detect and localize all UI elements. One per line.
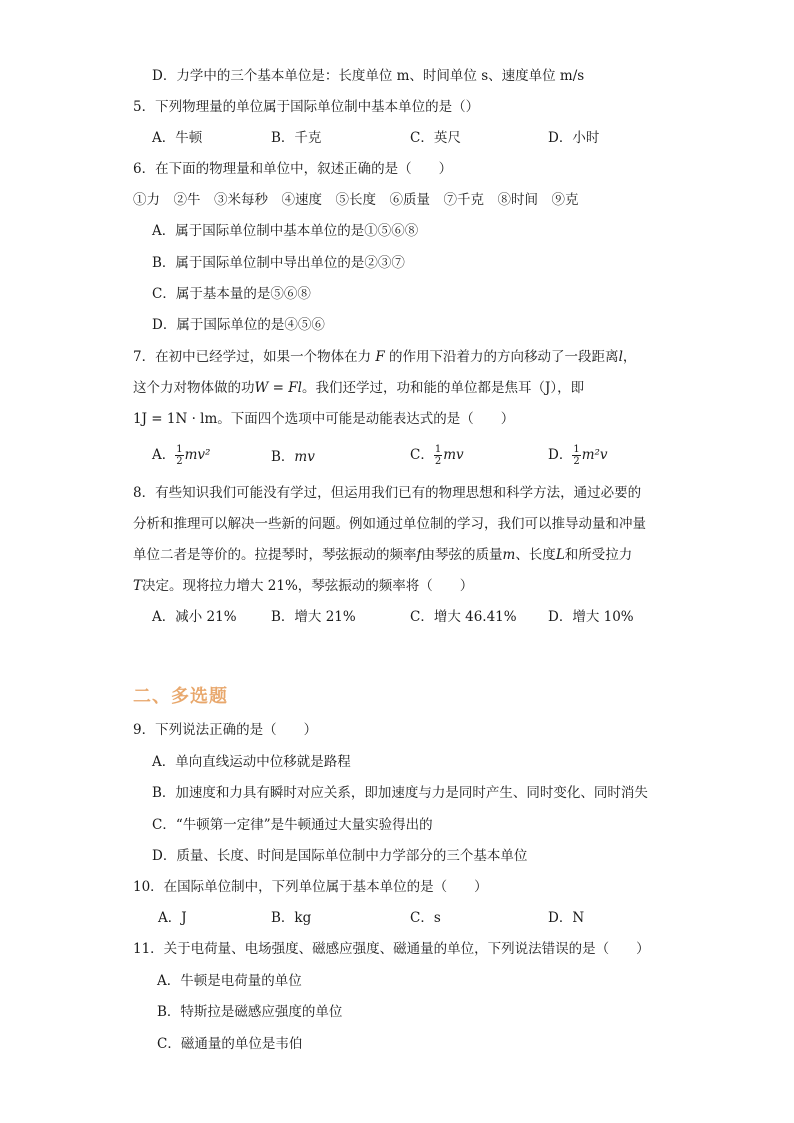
q8-var-f: f	[416, 547, 422, 563]
q9-option-c: C．“牛顿第一定律”是牛顿通过大量实验得出的	[152, 817, 433, 833]
q7-text-2a: 这个力对物体做的功	[133, 380, 255, 396]
q7-option-b	[271, 447, 315, 467]
q9-option-d: D．质量、长度、时间是国际单位制中力学部分的三个基本单位	[152, 848, 528, 864]
q8-var-t: T	[133, 578, 143, 594]
q8-text-3d: 和所受拉力	[564, 547, 633, 563]
q5-option-a: A．牛顿	[152, 130, 203, 146]
q8-text-3b: 由琴弦的质量	[421, 547, 503, 563]
q10-stem: 10．在国际单位制中，下列单位属于基本单位的是（ ）	[133, 879, 488, 895]
q8-var-l: L	[555, 547, 565, 563]
fraction-numerator: 1	[573, 444, 580, 455]
q5-option-c: C．英尺	[410, 130, 461, 146]
fraction-denominator: 2	[434, 456, 442, 467]
fraction-numerator: 1	[176, 444, 183, 455]
q10-option-b: B．kg	[271, 910, 312, 926]
q6-stem: 6．在下面的物理量和单位中，叙述正确的是（ ）	[133, 161, 453, 177]
q8-var-m: m	[502, 547, 516, 563]
q7-option-b-label: B．	[271, 449, 295, 465]
q8-line-2: 分析和推理可以解决一些新的问题。例如通过单位制的学习，我们可以推导动量和冲量	[133, 516, 646, 532]
q8-option-b: B．增大 21%	[271, 609, 356, 625]
q5-option-d: D．小时	[548, 130, 600, 146]
q6-option-b: B．属于国际单位制中导出单位的是②③⑦	[152, 255, 405, 271]
q7-option-a-label: A．	[152, 447, 176, 463]
fraction	[434, 444, 442, 467]
q7-option-c-expr: mv	[443, 447, 464, 463]
q7-option-d-expr: m²v	[581, 447, 608, 463]
q7-formula-j: 1J = 1N · lm	[133, 411, 218, 427]
q5-option-b: B．千克	[271, 130, 322, 146]
q6-option-a: A．属于国际单位制中基本单位的是①⑤⑥⑧	[152, 223, 419, 239]
q7-option-c-label: C．	[410, 447, 434, 463]
q9-stem: 9．下列说法正确的是（ ）	[133, 722, 318, 738]
q7-line-1	[133, 347, 636, 367]
q7-line-2	[133, 378, 584, 398]
q7-option-a-expr: mv²	[184, 447, 211, 463]
q11-option-c: C．磁通量的单位是韦伯	[157, 1036, 303, 1052]
fraction-denominator: 2	[176, 456, 183, 467]
q7-var-l: l	[618, 349, 623, 365]
q11-stem: 11．关于电荷量、电场强度、磁感应强度、磁通量的单位，下列说法错误的是（ ）	[133, 941, 650, 957]
fraction-numerator: 1	[434, 444, 442, 455]
q4-option-d: D．力学中的三个基本单位是：长度单位 m、时间单位 s、速度单位 m/s	[152, 68, 585, 84]
q9-option-b: B．加速度和力具有瞬时对应关系，即加速度与力是同时产生、同时变化、同时消失	[152, 785, 648, 801]
q6-option-d: D．属于国际单位的是④⑤⑥	[152, 317, 325, 333]
fraction	[175, 444, 183, 467]
q7-var-f: F	[375, 349, 385, 365]
q8-option-a: A．减小 21%	[152, 609, 237, 625]
q7-text-1b: 的作用下沿着力的方向移动了一段距离	[384, 349, 619, 365]
q8-text-3a: 单位二者是等价的。拉提琴时，琴弦振动的频率	[133, 547, 417, 563]
q8-option-d: D．增大 10%	[548, 609, 634, 625]
q7-option-a	[152, 444, 210, 467]
q7-text-1a: 7．在初中已经学过，如果一个物体在力	[133, 349, 376, 365]
q8-line-1: 8．有些知识我们可能没有学过，但运用我们已有的物理思想和科学方法，通过必要的	[133, 485, 642, 501]
q10-option-c: C．s	[410, 910, 441, 926]
q7-text-1c: ，	[622, 349, 637, 365]
q11-option-a: A．牛顿是电荷量的单位	[157, 973, 302, 989]
q10-option-d: D．N	[548, 910, 585, 926]
q11-option-b: B．特斯拉是磁感应强度的单位	[157, 1004, 343, 1020]
q7-formula-w: W = Fl	[254, 380, 302, 396]
q10-option-a: A．J	[158, 910, 187, 926]
q7-text-3b: 。下面四个选项中可能是动能表达式的是（ ）	[217, 411, 515, 427]
q9-option-a: A．单向直线运动中位移就是路程	[152, 754, 351, 770]
q7-option-b-expr: mv	[294, 449, 315, 465]
q7-option-d	[548, 444, 608, 467]
q7-text-2b: 。我们还学过，功和能的单位都是焦耳（J），即	[301, 380, 585, 396]
q7-line-3	[133, 409, 514, 429]
fraction	[572, 444, 580, 467]
fraction-denominator: 2	[573, 456, 580, 467]
q6-items: ①力 ②牛 ③米每秒 ④速度 ⑤长度 ⑥质量 ⑦千克 ⑧时间 ⑨克	[133, 192, 579, 208]
q7-option-c	[410, 444, 464, 467]
q7-option-d-label: D．	[548, 447, 573, 463]
q8-line-4	[133, 576, 473, 596]
q8-text-4b: 决定。现将拉力增大 21%，琴弦振动的频率将（ ）	[142, 578, 474, 594]
q6-option-c: C．属于基本量的是⑤⑥⑧	[152, 286, 311, 302]
q5-stem: 5．下列物理量的单位属于国际单位制中基本单位的是（）	[133, 99, 480, 115]
q8-line-3	[133, 545, 632, 565]
q8-text-3c: 、长度	[515, 547, 556, 563]
section-heading: 二、多选题	[133, 686, 228, 707]
q8-option-c: C．增大 46.41%	[410, 609, 517, 625]
